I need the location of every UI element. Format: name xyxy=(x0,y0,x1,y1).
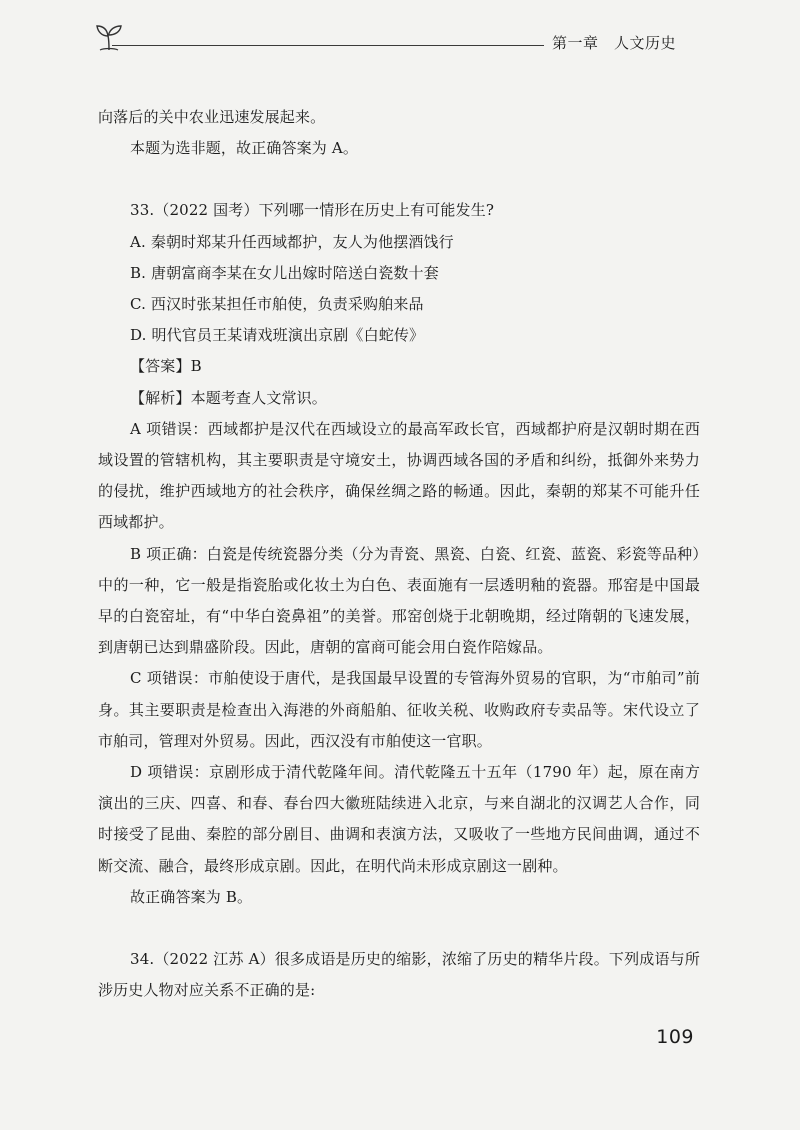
question-33-analysis-b: B 项正确：白瓷是传统瓷器分类（分为青瓷、黑瓷、白瓷、红瓷、蓝瓷、彩瓷等品种）中的一种，它一般是指瓷胎或化妆土为白色、表面施有一层透明釉的瓷器。邢窑是中国最早的白瓷窑址，有“中华白瓷鼻祖”的美誉。邢窑创烧于北朝晚期，经过隋朝的飞速发展，到唐朝已达到鼎盛阶段。因此，唐朝的富商可能会用白瓷作陪嫁品。 xyxy=(98,544,700,657)
chapter-title: 第一章 人文历史 xyxy=(552,34,677,52)
header-rule xyxy=(112,45,544,46)
question-34-stem: 34.（2022 江苏 A）很多成语是历史的缩影，浓缩了历史的精华片段。下列成语与所涉历史人物对应关系不正确的是: xyxy=(98,950,700,1000)
page-number: 109 xyxy=(656,1026,694,1048)
question-33-option-b: B. 唐朝富商李某在女儿出嫁时陪送白瓷数十套 xyxy=(130,263,439,282)
sprout-icon xyxy=(92,20,126,54)
spacer xyxy=(98,913,700,944)
question-33-option-a: A. 秦朝时郑某升任西域都护，友人为他摆酒饯行 xyxy=(130,232,454,251)
question-33-analysis-intro: 【解析】本题考查人文常识。 xyxy=(130,388,327,407)
page-body xyxy=(98,102,700,1006)
page-header xyxy=(0,18,800,66)
spacer xyxy=(98,164,700,195)
question-33-stem: 33.（2022 国考）下列哪一情形在历史上有可能发生? xyxy=(130,201,495,220)
question-33-option-c: C. 西汉时张某担任市舶使，负责采购舶来品 xyxy=(130,295,424,314)
question-33 xyxy=(98,195,700,913)
question-33-answer: 【答案】B xyxy=(130,357,202,376)
question-34 xyxy=(98,944,700,1006)
question-33-conclusion: 故正确答案为 B。 xyxy=(130,887,253,906)
question-33-option-d: D. 明代官员王某请戏班演出京剧《白蛇传》 xyxy=(130,326,425,345)
paragraph-line2: 本题为选非题，故正确答案为 A。 xyxy=(130,139,359,158)
paragraph-line1: 向落后的关中农业迅速发展起来。 xyxy=(98,108,326,126)
question-33-analysis-a: A 项错误：西域都护是汉代在西域设立的最高军政长官，西域都护府是汉朝时期在西域设置的管辖机构，其主要职责是守境安土，协调西域各国的矛盾和纠纷，抵御外来势力的侵扰，维护西域地方的社会秩序，确保丝绸之路的畅通。因此，秦朝的郑某不可能升任西域都护。 xyxy=(98,419,700,532)
question-33-analysis-d: D 项错误：京剧形成于清代乾隆年间。清代乾隆五十五年（1790 年）起，原在南方演出的三庆、四喜、和春、春台四大徽班陆续进入北京，与来自湖北的汉调艺人合作，同时接受了昆曲、秦腔的部分剧目、曲调和表演方法，又吸收了一些地方民间曲调，通过不断交流、融合，最终形成京剧。因此，在明代尚未形成京剧这一剧种。 xyxy=(98,763,700,875)
question-33-analysis-c: C 项错误：市舶使设于唐代，是我国最早设置的专管海外贸易的官职，为“市舶司”前身。其主要职责是检查出入海港的外商船舶、征收关税、收购政府专卖品等。宋代设立了市舶司，管理对外贸易。因此，西汉没有市舶使这一官职。 xyxy=(98,669,700,750)
